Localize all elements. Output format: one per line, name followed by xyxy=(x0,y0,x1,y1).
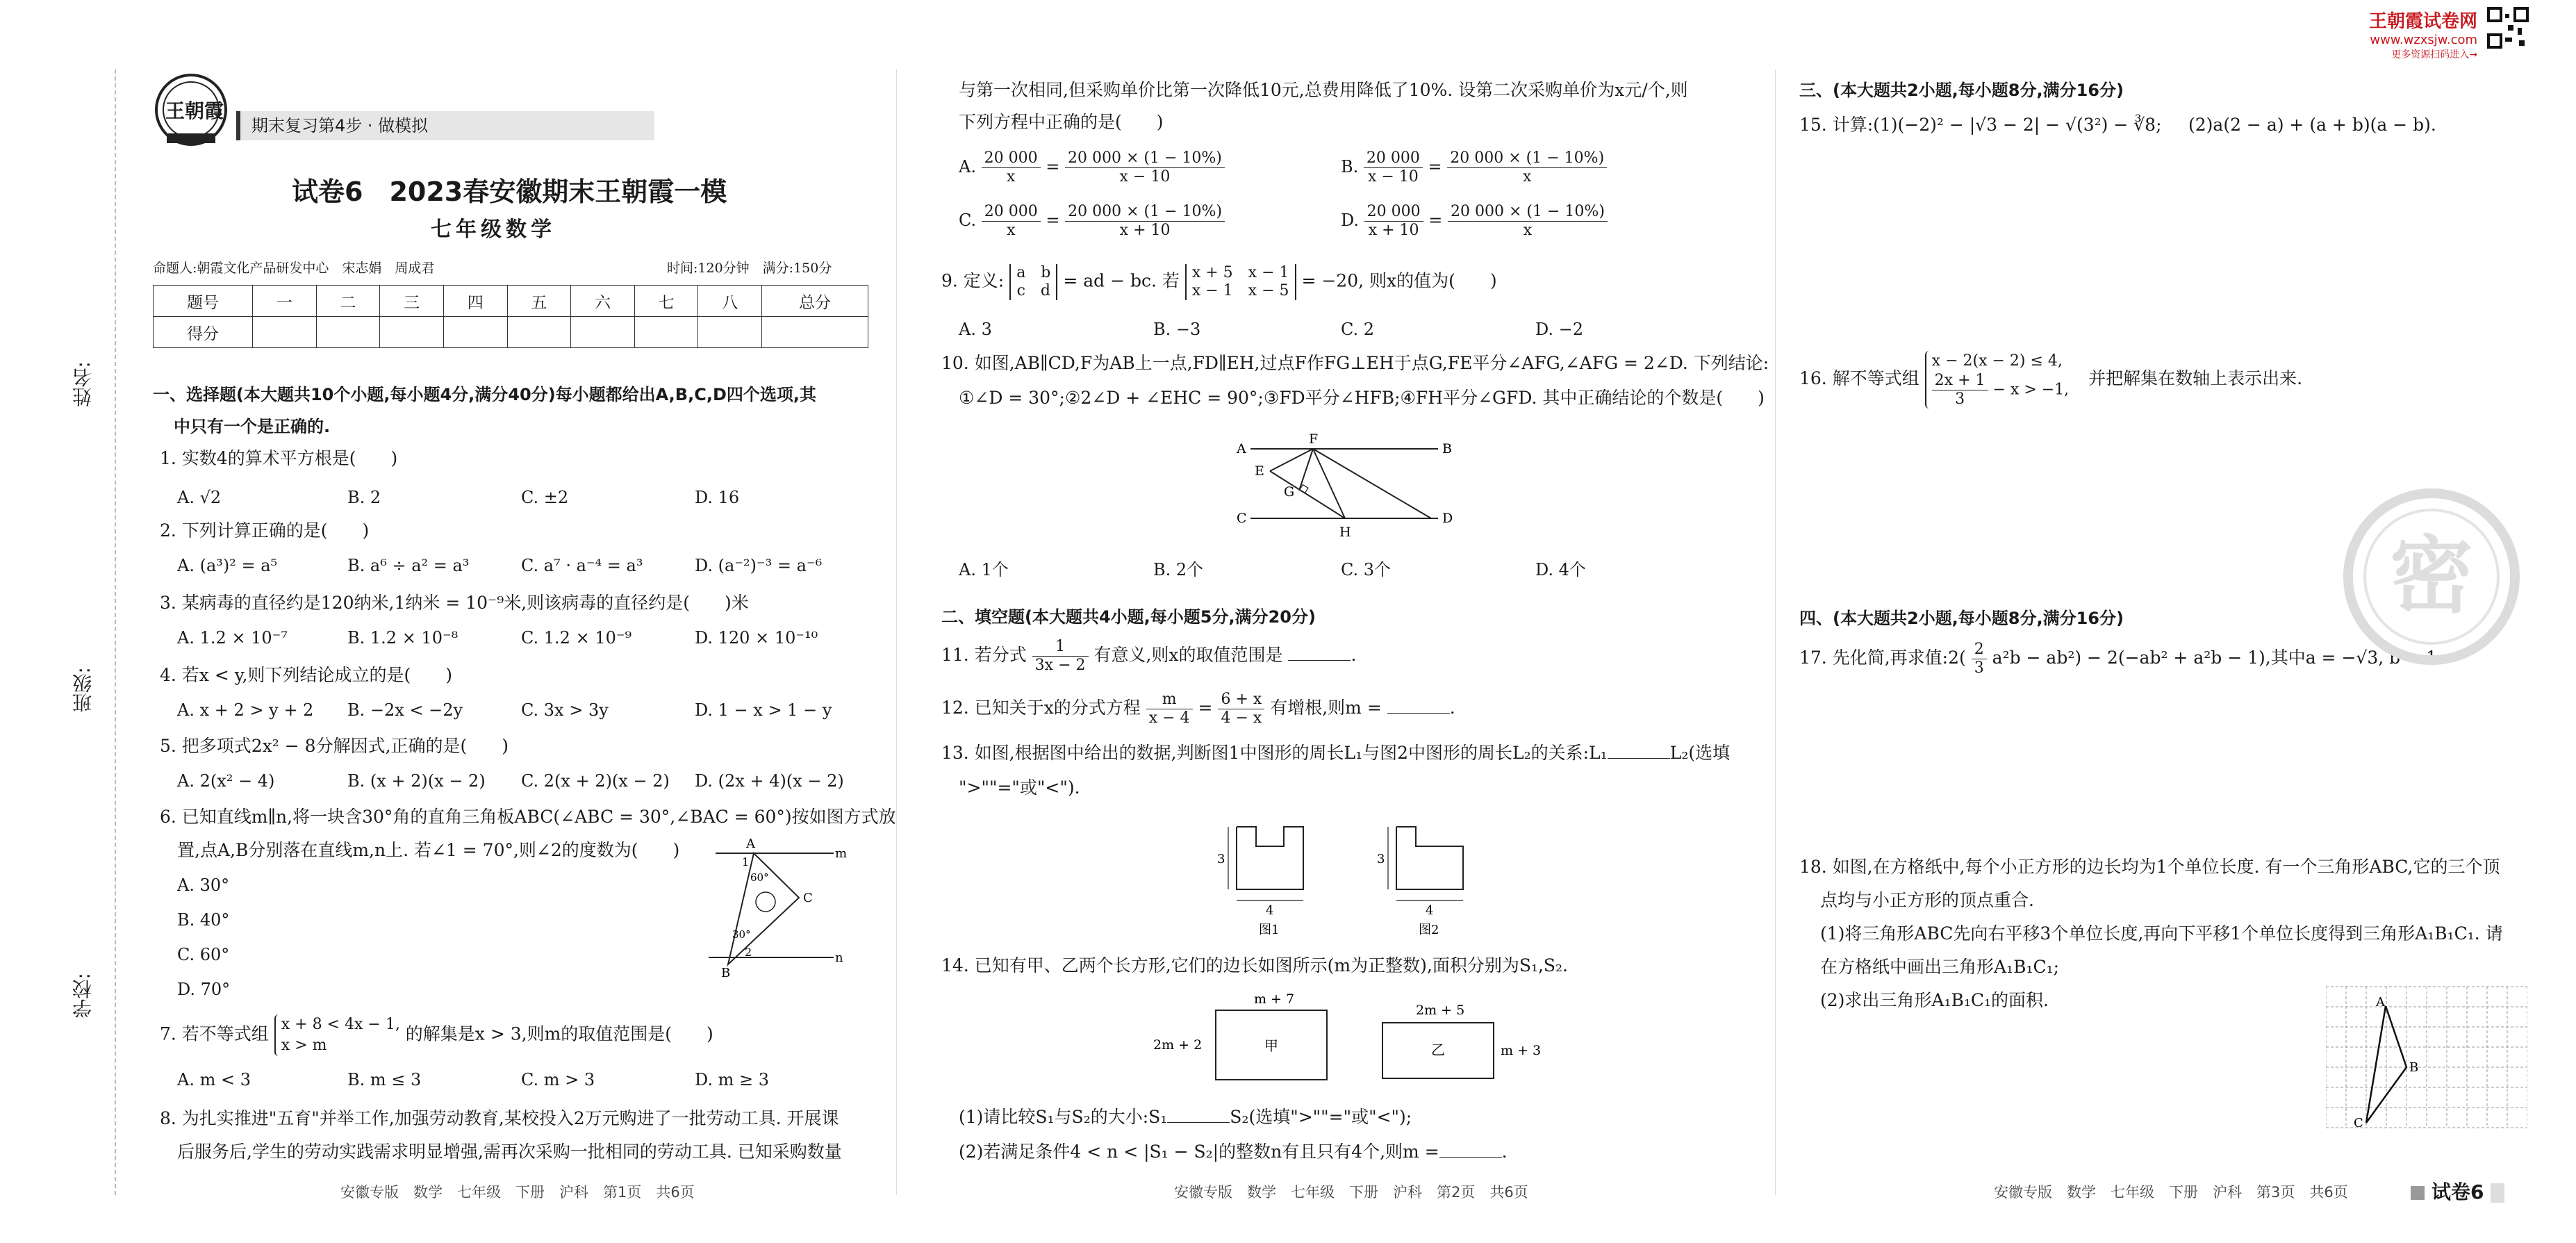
denominator: x + 10 xyxy=(1368,222,1419,239)
q12-text-a: 12. 已知关于x的分式方程 xyxy=(941,698,1141,718)
rect-name: 甲 xyxy=(1264,1037,1278,1054)
footer-page-2: 安徽专版 数学 七年级 下册 沪科 第2页 共6页 xyxy=(1174,1184,1528,1201)
q14-sub1 xyxy=(959,1105,1412,1130)
dim-label: 2m + 2 xyxy=(1153,1037,1203,1053)
fraction xyxy=(1364,203,1423,240)
footer-exam-tag xyxy=(2411,1177,2504,1205)
footer-page-3: 安徽专版 数学 七年级 下册 沪科 第3页 共6页 xyxy=(1994,1184,2348,1201)
fraction xyxy=(1448,203,1608,240)
q6-triangle-figure xyxy=(702,834,848,980)
q17-text-a: 17. 先化简,再求值:2( xyxy=(1799,648,1966,668)
q9-stem xyxy=(941,264,1497,300)
numerator: 20 000 × (1 − 10%) xyxy=(1448,203,1608,222)
rect-name: 乙 xyxy=(1431,1042,1445,1058)
fig-label: n xyxy=(835,950,843,965)
q1-option-c[interactable]: C. ±2 xyxy=(521,488,569,507)
table-cell: 六 xyxy=(571,286,635,317)
table-cell: 七 xyxy=(634,286,698,317)
q13-answer-blank[interactable] xyxy=(1608,758,1670,759)
fig-label: C xyxy=(1237,511,1247,526)
denominator: x xyxy=(1007,222,1016,239)
fig-label: 1 xyxy=(742,855,750,869)
score-input-cell[interactable] xyxy=(698,317,762,348)
q6-option-a[interactable]: A. 30° xyxy=(177,875,230,895)
q11-stem xyxy=(941,638,1356,675)
numerator: 20 000 × (1 − 10%) xyxy=(1447,149,1607,168)
q1-option-a[interactable]: A. √2 xyxy=(177,488,222,507)
fraction xyxy=(982,203,1041,240)
fig-label: F xyxy=(1309,431,1319,447)
section1-heading: 一、选择题(本大题共10个小题,每小题4分,满分40分)每小题都给出A,B,C,D四个选项,其 xyxy=(153,385,816,404)
q13-text-a: 13. 如图,根据图中给出的数据,判断图1中图形的周长L₁与图2中图形的周长L₂的关系:L₁ xyxy=(941,743,1608,763)
dim-label: 3 xyxy=(1217,852,1225,866)
q18-grid-figure[interactable] xyxy=(2326,985,2527,1137)
q7-option-b[interactable]: B. m ≤ 3 xyxy=(347,1070,422,1089)
exam-authors: 命题人:朝霞文化产品研发中心 宋志娟 周成君 xyxy=(153,261,435,276)
q8-cont-line1: 与第一次相同,但采购单价比第一次降低10元,总费用降低了10%. 设第二次采购单价为x元/个,则 xyxy=(959,80,1688,100)
table-cell: 八 xyxy=(698,286,762,317)
determinant-definition xyxy=(1009,264,1057,300)
q11-answer-blank[interactable] xyxy=(1288,660,1351,661)
fraction xyxy=(982,149,1041,186)
denominator: x − 4 xyxy=(1148,709,1190,727)
q13-figure-1 xyxy=(1216,813,1341,938)
fig-label: E xyxy=(1255,463,1264,479)
q9-option-d[interactable]: D. −2 xyxy=(1535,320,1584,339)
q16-ineq-1: x − 2(x − 2) ≤ 4, xyxy=(1931,352,2063,370)
fig-label: A xyxy=(746,837,755,851)
denominator: x xyxy=(1523,222,1533,239)
q10-geometry-figure xyxy=(1230,424,1459,549)
q18-line2: 点均与小正方形的顶点重合. xyxy=(1820,890,2034,910)
determinant-equation xyxy=(1185,264,1296,300)
q7-option-c[interactable]: C. m > 3 xyxy=(521,1070,595,1089)
dim-label: m + 3 xyxy=(1501,1043,1542,1058)
q7-option-a[interactable]: A. m < 3 xyxy=(177,1070,251,1089)
q14-sub2-text-b: . xyxy=(1501,1142,1508,1162)
q11-text-a: 11. 若分式 xyxy=(941,645,1027,665)
det-row: a b xyxy=(1016,264,1051,281)
q7-stem-a: 7. 若不等式组 xyxy=(160,1023,269,1044)
score-input-cell[interactable] xyxy=(571,317,635,348)
score-table-score-row xyxy=(154,317,868,348)
option-letter: A. xyxy=(959,157,976,176)
q5-option-c[interactable]: C. 2(x + 2)(x − 2) xyxy=(521,771,670,791)
q9-option-a[interactable]: A. 3 xyxy=(959,320,992,339)
score-input-cell[interactable] xyxy=(443,317,507,348)
numerator: 2 xyxy=(1972,641,1987,659)
q13-line2: ">""="或"<"). xyxy=(959,777,1080,798)
q14-sub2-text-a: (2)若满足条件4 < n < |S₁ − S₂|的整数n有且只有4个,则m = xyxy=(959,1142,1439,1162)
q4-option-c[interactable]: C. 3x > 3y xyxy=(521,700,609,720)
q17-text-b: a²b − ab²) − 2(−ab² + a²b − 1),其中a = −√3, b = 1. xyxy=(1992,648,2443,668)
class-label: 班级: xyxy=(72,667,94,713)
fraction xyxy=(1065,149,1225,186)
column-1 xyxy=(153,0,896,1243)
q3-option-d[interactable]: D. 120 × 10⁻¹⁰ xyxy=(695,628,818,648)
q6-option-c[interactable]: C. 60° xyxy=(177,945,230,964)
equals-sign: = xyxy=(1198,698,1213,718)
q3-stem: 3. 某病毒的直径约是120纳米,1纳米 = 10⁻⁹米,则该病毒的直径约是( )米 xyxy=(160,593,749,613)
q6-stem-line2: 置,点A,B分别落在直线m,n上. 若∠1 = 70°,则∠2的度数为( ) xyxy=(177,840,680,860)
q12-text-c: . xyxy=(1449,698,1455,718)
q6-option-d[interactable]: D. 70° xyxy=(177,980,231,999)
fig-label: B xyxy=(1442,441,1452,456)
fig-label: 30° xyxy=(732,928,751,941)
q8-cont-line2: 下列方程中正确的是( ) xyxy=(959,112,1164,132)
q2-option-a[interactable]: A. (a³)² = a⁵ xyxy=(177,556,278,575)
figure-caption: 图2 xyxy=(1419,923,1439,937)
table-cell: 三 xyxy=(380,286,444,317)
q2-option-c[interactable]: C. a⁷ · a⁻⁴ = a³ xyxy=(521,556,643,575)
fraction xyxy=(1146,691,1193,727)
fig-label: B xyxy=(721,966,731,980)
numerator: 6 + x xyxy=(1218,691,1264,709)
q14-sub2-blank[interactable] xyxy=(1439,1157,1502,1158)
q7-inequality-system xyxy=(274,1014,400,1056)
q18-line3: (1)将三角形ABC先向右平移3个单位长度,再向下平移1个单位长度得到三角形A₁B₁C₁. 请 xyxy=(1820,923,2503,944)
table-cell: 二 xyxy=(316,286,380,317)
column-divider-1 xyxy=(896,69,897,1195)
q14-sub1-text-b: S₂(选填">""="或"<"); xyxy=(1230,1107,1412,1127)
score-input-cell[interactable] xyxy=(316,317,380,348)
q8-option-d[interactable]: D. $\frac{20 000}{x + 10}$ = $\frac{20 000 \times (1 - 10\%)}{x}$ xyxy=(1341,203,1608,240)
section2-heading: 二、填空题(本大题共4小题,每小题5分,满分20分) xyxy=(941,607,1316,627)
q7-ineq-2: x > m xyxy=(281,1037,327,1054)
fig-label: H xyxy=(1339,525,1351,540)
q1-option-b[interactable]: B. 2 xyxy=(347,488,381,507)
q6-stem-line1: 6. 已知直线m∥n,将一块含30°角的直角三角板ABC(∠ABC = 30°,∠BAC = 60°)按如图方式放 xyxy=(160,807,896,827)
q5-option-b[interactable]: B. (x + 2)(x − 2) xyxy=(347,771,486,791)
denominator: x + 10 xyxy=(1119,222,1171,239)
dim-label: 4 xyxy=(1266,903,1274,918)
q16-text-a: 16. 解不等式组 xyxy=(1799,368,1919,388)
q4-stem: 4. 若x < y,则下列结论成立的是( ) xyxy=(160,665,452,685)
q12-answer-blank[interactable] xyxy=(1387,713,1450,714)
numerator: 20 000 xyxy=(1364,149,1423,168)
q7-stem xyxy=(160,1014,713,1056)
grid-lines xyxy=(2326,987,2527,1128)
exam-title: 试卷6 2023春安徽期末王朝霞一模 xyxy=(292,176,727,207)
q9-text-a: 9. 定义: xyxy=(941,270,1005,291)
score-input-cell[interactable] xyxy=(507,317,571,348)
det-row: x + 5 x − 1 xyxy=(1191,264,1289,281)
q7-stem-b: 的解集是x > 3,则m的取值范围是( ) xyxy=(405,1023,713,1044)
q10-option-b[interactable]: B. 2个 xyxy=(1153,560,1204,579)
q15-part1: 15. 计算:(1)(−2)² − |√3 − 2| − √(3²) − ∛8; xyxy=(1799,115,2162,135)
numerator: 2x + 1 xyxy=(1932,372,1988,390)
q8-option-a[interactable]: A. $\frac{20 000}{x}$ = $\frac{20 000 \times (1 - 10\%)}{x - 10}$ xyxy=(959,149,1225,186)
q8-option-c[interactable]: C. $\frac{20 000}{x}$ = $\frac{20 000 \times (1 - 10\%)}{x + 10}$ xyxy=(959,203,1225,240)
table-cell: 五 xyxy=(507,286,571,317)
numerator: m xyxy=(1146,691,1193,709)
logo-text: 王朝霞 xyxy=(165,99,224,122)
brand-note: 更多资源扫码进入→ xyxy=(2391,49,2478,60)
q5-stem: 5. 把多项式2x² − 8分解因式,正确的是( ) xyxy=(160,736,509,756)
fig-label: A xyxy=(1237,441,1246,456)
det-row: x − 1 x − 5 xyxy=(1191,282,1289,299)
denominator: x − 10 xyxy=(1367,168,1419,186)
q3-option-b[interactable]: B. 1.2 × 10⁻⁸ xyxy=(347,628,459,648)
fraction xyxy=(1364,149,1423,186)
q1-stem: 1. 实数4的算术平方根是( ) xyxy=(160,448,398,468)
fig-label: B xyxy=(2409,1060,2419,1075)
q14-stem: 14. 已知有甲、乙两个长方形,它们的边长如图所示(m为正整数),面积分别为S₁,S₂. xyxy=(941,955,1569,976)
tag-bar-icon xyxy=(2491,1183,2504,1203)
q14-rectangles-figure xyxy=(1153,987,1598,1091)
fraction xyxy=(1932,372,1988,409)
table-cell: 题号 xyxy=(154,286,253,317)
numerator: 20 000 xyxy=(1364,203,1423,222)
brand-url: www.wzxsjw.com xyxy=(2370,33,2478,47)
q14-sub1-blank[interactable] xyxy=(1167,1122,1230,1123)
score-input-cell[interactable] xyxy=(634,317,698,348)
q8-line2: 后服务后,学生的劳动实践需求明显增强,需再次采购一批相同的劳动工具. 已知采购数量 xyxy=(177,1142,842,1162)
fraction xyxy=(1032,638,1089,675)
q9-text-c: = −20, 则x的值为( ) xyxy=(1301,270,1497,291)
q10-option-d[interactable]: D. 4个 xyxy=(1535,560,1586,579)
score-table xyxy=(153,285,868,348)
q14-sub1-text-a: (1)请比较S₁与S₂的大小:S₁ xyxy=(959,1107,1168,1127)
q3-option-a[interactable]: A. 1.2 × 10⁻⁷ xyxy=(177,628,288,648)
table-cell: 四 xyxy=(443,286,507,317)
q6-option-b[interactable]: B. 40° xyxy=(177,910,230,930)
denominator: x xyxy=(1006,168,1016,186)
dim-label: 3 xyxy=(1377,852,1385,866)
dim-label: 2m + 5 xyxy=(1416,1003,1465,1018)
tag-text: 试卷6 xyxy=(2431,1180,2484,1203)
exam-subtitle: 七年级数学 xyxy=(431,217,556,242)
column-2 xyxy=(924,0,1769,1243)
q8-line1: 8. 为扎实推进"五育"并举工作,加强劳动教育,某校投入2万元购进了一批劳动工具. 开展课 xyxy=(160,1108,839,1128)
q10-option-c[interactable]: C. 3个 xyxy=(1341,560,1392,579)
denominator: 4 − x xyxy=(1221,709,1262,727)
q3-option-c[interactable]: C. 1.2 × 10⁻⁹ xyxy=(521,628,632,648)
denominator: 3 xyxy=(1974,659,1984,677)
denominator: 3x − 2 xyxy=(1034,657,1086,674)
confidential-seal-icon xyxy=(2341,486,2522,667)
q7-ineq-1: x + 8 < 4x − 1, xyxy=(281,1016,400,1033)
q13-figure-2 xyxy=(1376,813,1501,938)
score-table-header-row xyxy=(154,286,868,317)
exam-time-score: 时间:120分钟 满分:150分 xyxy=(667,261,832,276)
fraction xyxy=(1972,641,1987,677)
q9-text-b: = ad − bc. 若 xyxy=(1063,270,1180,291)
numerator: 20 000 xyxy=(982,203,1041,222)
fig-label: 60° xyxy=(750,871,769,884)
fig-label: C xyxy=(2354,1116,2363,1130)
option-letter: D. xyxy=(1341,211,1360,230)
score-input-cell[interactable] xyxy=(762,317,868,348)
denominator: x − 10 xyxy=(1119,168,1171,186)
section4-heading: 四、(本大题共2小题,每小题8分,满分16分) xyxy=(1799,609,2124,628)
denominator: 3 xyxy=(1955,390,1965,408)
q13-text-b: L₂(选填 xyxy=(1669,743,1731,763)
q2-option-b[interactable]: B. a⁶ ÷ a² = a³ xyxy=(347,556,470,575)
column-divider-2 xyxy=(1775,69,1776,1195)
score-input-cell[interactable] xyxy=(380,317,444,348)
fig-label: G xyxy=(1284,484,1295,500)
q7-option-d[interactable]: D. m ≥ 3 xyxy=(695,1070,770,1089)
q12-text-b: 有增根,则m = xyxy=(1270,698,1382,718)
footer-page-1: 安徽专版 数学 七年级 下册 沪科 第1页 共6页 xyxy=(340,1184,695,1201)
option-letter: B. xyxy=(1341,157,1359,176)
seal-text: 密 xyxy=(2390,528,2473,625)
student-name-label: 姓名: xyxy=(72,361,94,407)
q18-line5: (2)求出三角形A₁B₁C₁的面积. xyxy=(1820,990,2049,1010)
numerator: 20 000 × (1 − 10%) xyxy=(1065,203,1225,222)
q4-option-b[interactable]: B. −2x < −2y xyxy=(347,700,463,720)
fraction xyxy=(1447,149,1607,186)
dim-label: m + 7 xyxy=(1254,991,1295,1007)
q11-text-c: . xyxy=(1351,645,1357,665)
denominator: x xyxy=(1523,168,1532,186)
q8-option-b[interactable]: B. $\frac{20 000}{x - 10}$ = $\frac{20 000 \times (1 - 10\%)}{x}$ xyxy=(1341,149,1607,186)
score-input-cell[interactable] xyxy=(253,317,317,348)
step-badge: 期末复习第4步 · 做模拟 xyxy=(236,111,654,140)
fig-label: D xyxy=(1442,511,1453,526)
school-label: 学校: xyxy=(72,973,94,1019)
fig-label: m xyxy=(835,846,848,861)
q13-line1 xyxy=(941,741,1730,766)
fraction xyxy=(1218,691,1264,727)
q10-line1: 10. 如图,AB∥CD,F为AB上一点,FD∥EH,过点F作FG⊥EH于点G,FE平分∠AFG,∠AFG = 2∠D. 下列结论: xyxy=(941,353,1769,373)
fig-label: A xyxy=(2376,995,2385,1010)
q11-text-b: 有意义,则x的取值范围是 xyxy=(1093,645,1283,665)
q10-option-a[interactable]: A. 1个 xyxy=(959,560,1009,579)
option-letter: C. xyxy=(959,211,977,230)
q5-option-d[interactable]: D. (2x + 4)(x − 2) xyxy=(695,771,844,791)
q16-ineq-2-rest: − x > −1, xyxy=(1992,381,2070,399)
tag-square-icon xyxy=(2411,1186,2425,1200)
q15-part2: (2)a(2 − a) + (a + b)(a − b). xyxy=(2188,115,2436,135)
q14-sub2 xyxy=(959,1139,1508,1164)
table-cell: 得分 xyxy=(154,317,253,348)
table-cell: 一 xyxy=(253,286,317,317)
numerator: 20 000 × (1 − 10%) xyxy=(1065,149,1225,168)
fig-label: 2 xyxy=(745,946,752,959)
q12-stem xyxy=(941,691,1455,727)
figure-caption: 图1 xyxy=(1259,923,1280,937)
q18-line4: 在方格纸中画出三角形A₁B₁C₁; xyxy=(1820,957,2060,977)
det-row: c d xyxy=(1016,282,1050,299)
q2-option-d[interactable]: D. (a⁻²)⁻³ = a⁻⁶ xyxy=(695,556,823,575)
column-3 xyxy=(1799,0,2522,1243)
fig-label: C xyxy=(803,891,813,905)
numerator: 20 000 xyxy=(982,149,1041,168)
q5-option-a[interactable]: A. 2(x² − 4) xyxy=(177,771,275,791)
fraction xyxy=(1065,203,1225,240)
q1-option-d[interactable]: D. 16 xyxy=(695,488,740,507)
q16-text-b: 并把解集在数轴上表示出来. xyxy=(2088,368,2303,388)
numerator: 1 xyxy=(1032,638,1089,657)
q16-stem xyxy=(1799,351,2302,409)
q10-line2: ①∠D = 30°;②2∠D + ∠EHC = 90°;③FD平分∠HFB;④FH平分∠GFD. 其中正确结论的个数是( ) xyxy=(959,388,1765,408)
q9-option-c[interactable]: C. 2 xyxy=(1341,320,1375,339)
section3-heading: 三、(本大题共2小题,每小题8分,满分16分) xyxy=(1799,81,2124,100)
binding-line xyxy=(115,69,116,1195)
q4-option-a[interactable]: A. x + 2 > y + 2 xyxy=(177,700,314,720)
q18-line1: 18. 如图,在方格纸中,每个小正方形的边长均为1个单位长度. 有一个三角形ABC,它的三个顶 xyxy=(1799,857,2500,877)
dim-label: 4 xyxy=(1426,903,1434,918)
table-cell: 总分 xyxy=(762,286,868,317)
q9-option-b[interactable]: B. −3 xyxy=(1153,320,1201,339)
section1-heading-cont: 中只有一个是正确的. xyxy=(174,417,331,436)
q2-stem: 2. 下列计算正确的是( ) xyxy=(160,520,370,541)
brand-name: 王朝霞试卷网 xyxy=(2369,11,2478,32)
q16-inequality-system xyxy=(1925,351,2070,409)
q4-option-d[interactable]: D. 1 − x > 1 − y xyxy=(695,700,832,720)
